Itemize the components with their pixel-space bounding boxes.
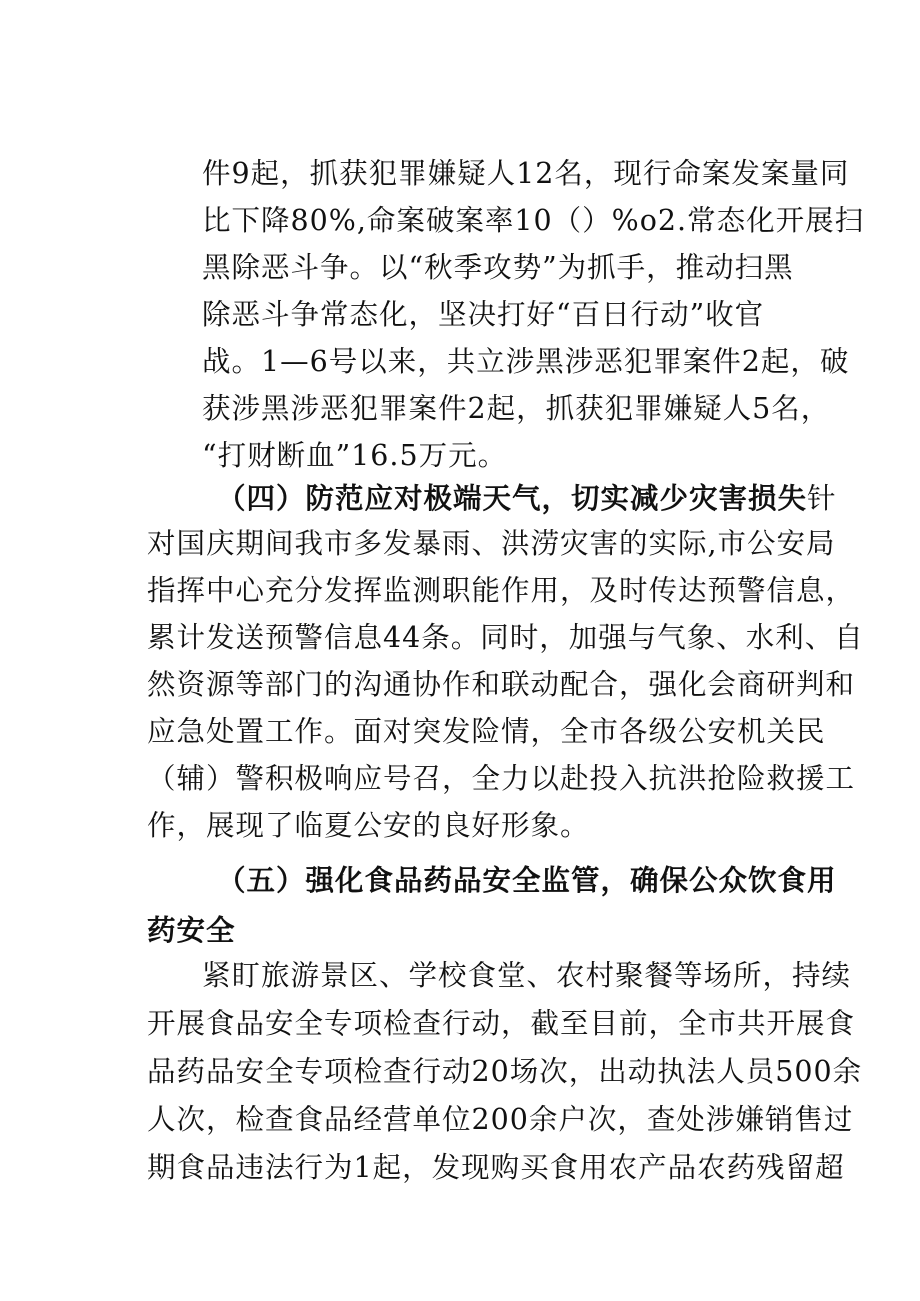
paragraph-line: 件9起，抓获犯罪嫌疑人12名，现行命案发案量同 [202,157,850,190]
paragraph-line: 紧盯旅游景区、学校食堂、农村聚餐等场所，持续 [202,959,852,992]
section-heading-tail: 针 [807,482,837,515]
paragraph-line: 除恶斗争常态化，坚决打好“百日行动”收官 [202,298,765,331]
paragraph-line: 作，展现了临夏公安的良好形象。 [147,809,590,842]
paragraph-line: （辅）警积极响应号召，全力以赴投入抗洪抢险救援工 [147,762,856,795]
paragraph-line: 品药品安全专项检查行动20场次，出动执法人员500余 [147,1055,863,1088]
paragraph-line: 人次，检查食品经营单位200余户次，查处涉嫌销售过 [147,1103,854,1136]
section-heading-4 [217,475,837,522]
paragraph-line: 比下降80%,命案破案率10（）%o2.常态化开展扫 [202,204,865,237]
paragraph-line: 获涉黑涉恶犯罪案件2起，抓获犯罪嫌疑人5名， [202,392,831,425]
section-heading-text: （四）防范应对极端天气，切实减少灾害损失 [217,481,808,515]
section-heading-5: （五）强化食品药品安全监管，确保公众饮食用 [217,863,837,897]
paragraph-line: 然资源等部门的沟通协作和联动配合，强化会商研判和 [147,668,856,701]
paragraph-line: 黑除恶斗争。以“秋季攻势”为抓手，推动扫黑 [202,251,794,284]
section-heading-5-continued: 药安全 [147,913,236,947]
paragraph-line: 期食品违法行为1起，发现购买食用农产品农药残留超 [147,1151,845,1184]
paragraph-line: 指挥中心充分发挥监测职能作用，及时传达预警信息， [147,574,856,607]
paragraph-line: “打财断血”16.5万元。 [202,439,508,472]
paragraph-line: 开展食品安全专项检查行动，截至目前，全市共开展食 [147,1007,856,1040]
paragraph-line: 战。1—6号以来，共立涉黑涉恶犯罪案件2起，破 [202,345,850,378]
paragraph-line: 对国庆期间我市多发暴雨、洪涝灾害的实际,市公安局 [147,527,836,560]
paragraph-line: 累计发送预警信息44条。同时，加强与气象、水利、自 [147,621,864,654]
paragraph-line: 应急处置工作。面对突发险情，全市各级公安机关民 [147,715,826,748]
